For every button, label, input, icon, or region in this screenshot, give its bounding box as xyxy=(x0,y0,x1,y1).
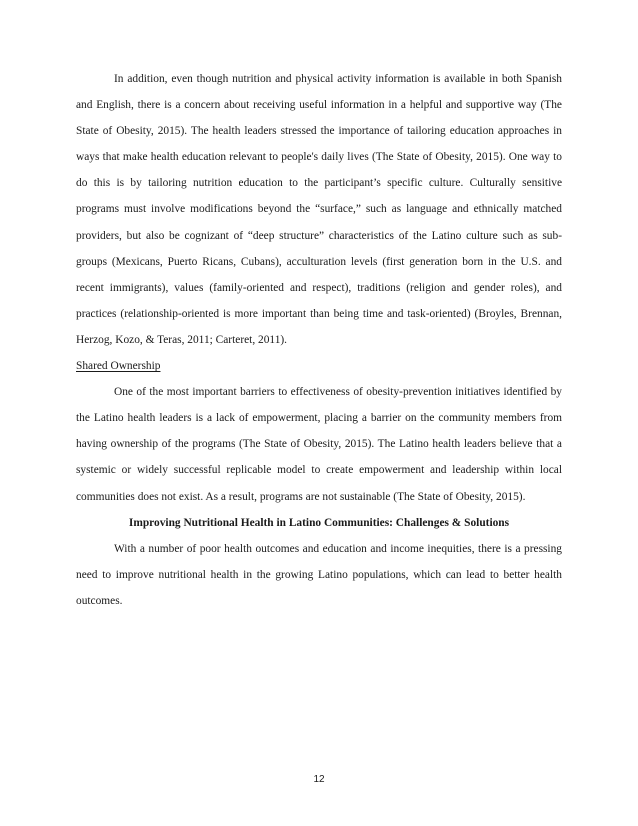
body-paragraph: One of the most important barriers to effectiveness of obesity-prevention initiatives identified by the Latino health leaders is a lack of empowerment, placing a barrier on the community members from having ownership of the programs (The State of Obesity, 2015). The Latino health leaders believe that a systemic or widely successful replicable model to create empowerment and leadership within local communities does not exist. As a result, programs are not sustainable (The State of Obesity, 2015). xyxy=(76,386,562,503)
document-body xyxy=(76,66,562,614)
section-heading: Improving Nutritional Health in Latino Communities: Challenges & Solutions xyxy=(128,516,510,529)
body-paragraph: With a number of poor health outcomes and education and income inequities, there is a pressing need to improve nutritional health in the growing Latino populations, which can lead to better health outcomes. xyxy=(76,542,562,607)
page-number: 12 xyxy=(313,774,325,785)
body-paragraph: In addition, even though nutrition and physical activity information is available in both Spanish and English, there is a concern about receiving useful information in a helpful and supportive way (The State of Obesity, 2015). The health leaders stressed the importance of tailoring education approaches in ways that make health education relevant to people's daily lives (The State of Obesity, 2015). One way to do this is by tailoring nutrition education to the participant’s specific culture. Culturally sensitive programs must involve modifications beyond the “surface,” such as language and ethnically matched providers, but also be cognizant of “deep structure” characteristics of the Latino culture such as sub-groups (Mexicans, Puerto Ricans, Cubans), acculturation levels (first generation born in the U.S. and recent immigrants), values (family-oriented and respect), traditions (religion and gender roles), and practices (relationship-oriented is more important than being time and task-oriented) (Broyles, Brennan, Herzog, Kozo, & Teras, 2011; Carteret, 2011). xyxy=(76,73,562,346)
section-subheading: Shared Ownership xyxy=(76,360,161,373)
